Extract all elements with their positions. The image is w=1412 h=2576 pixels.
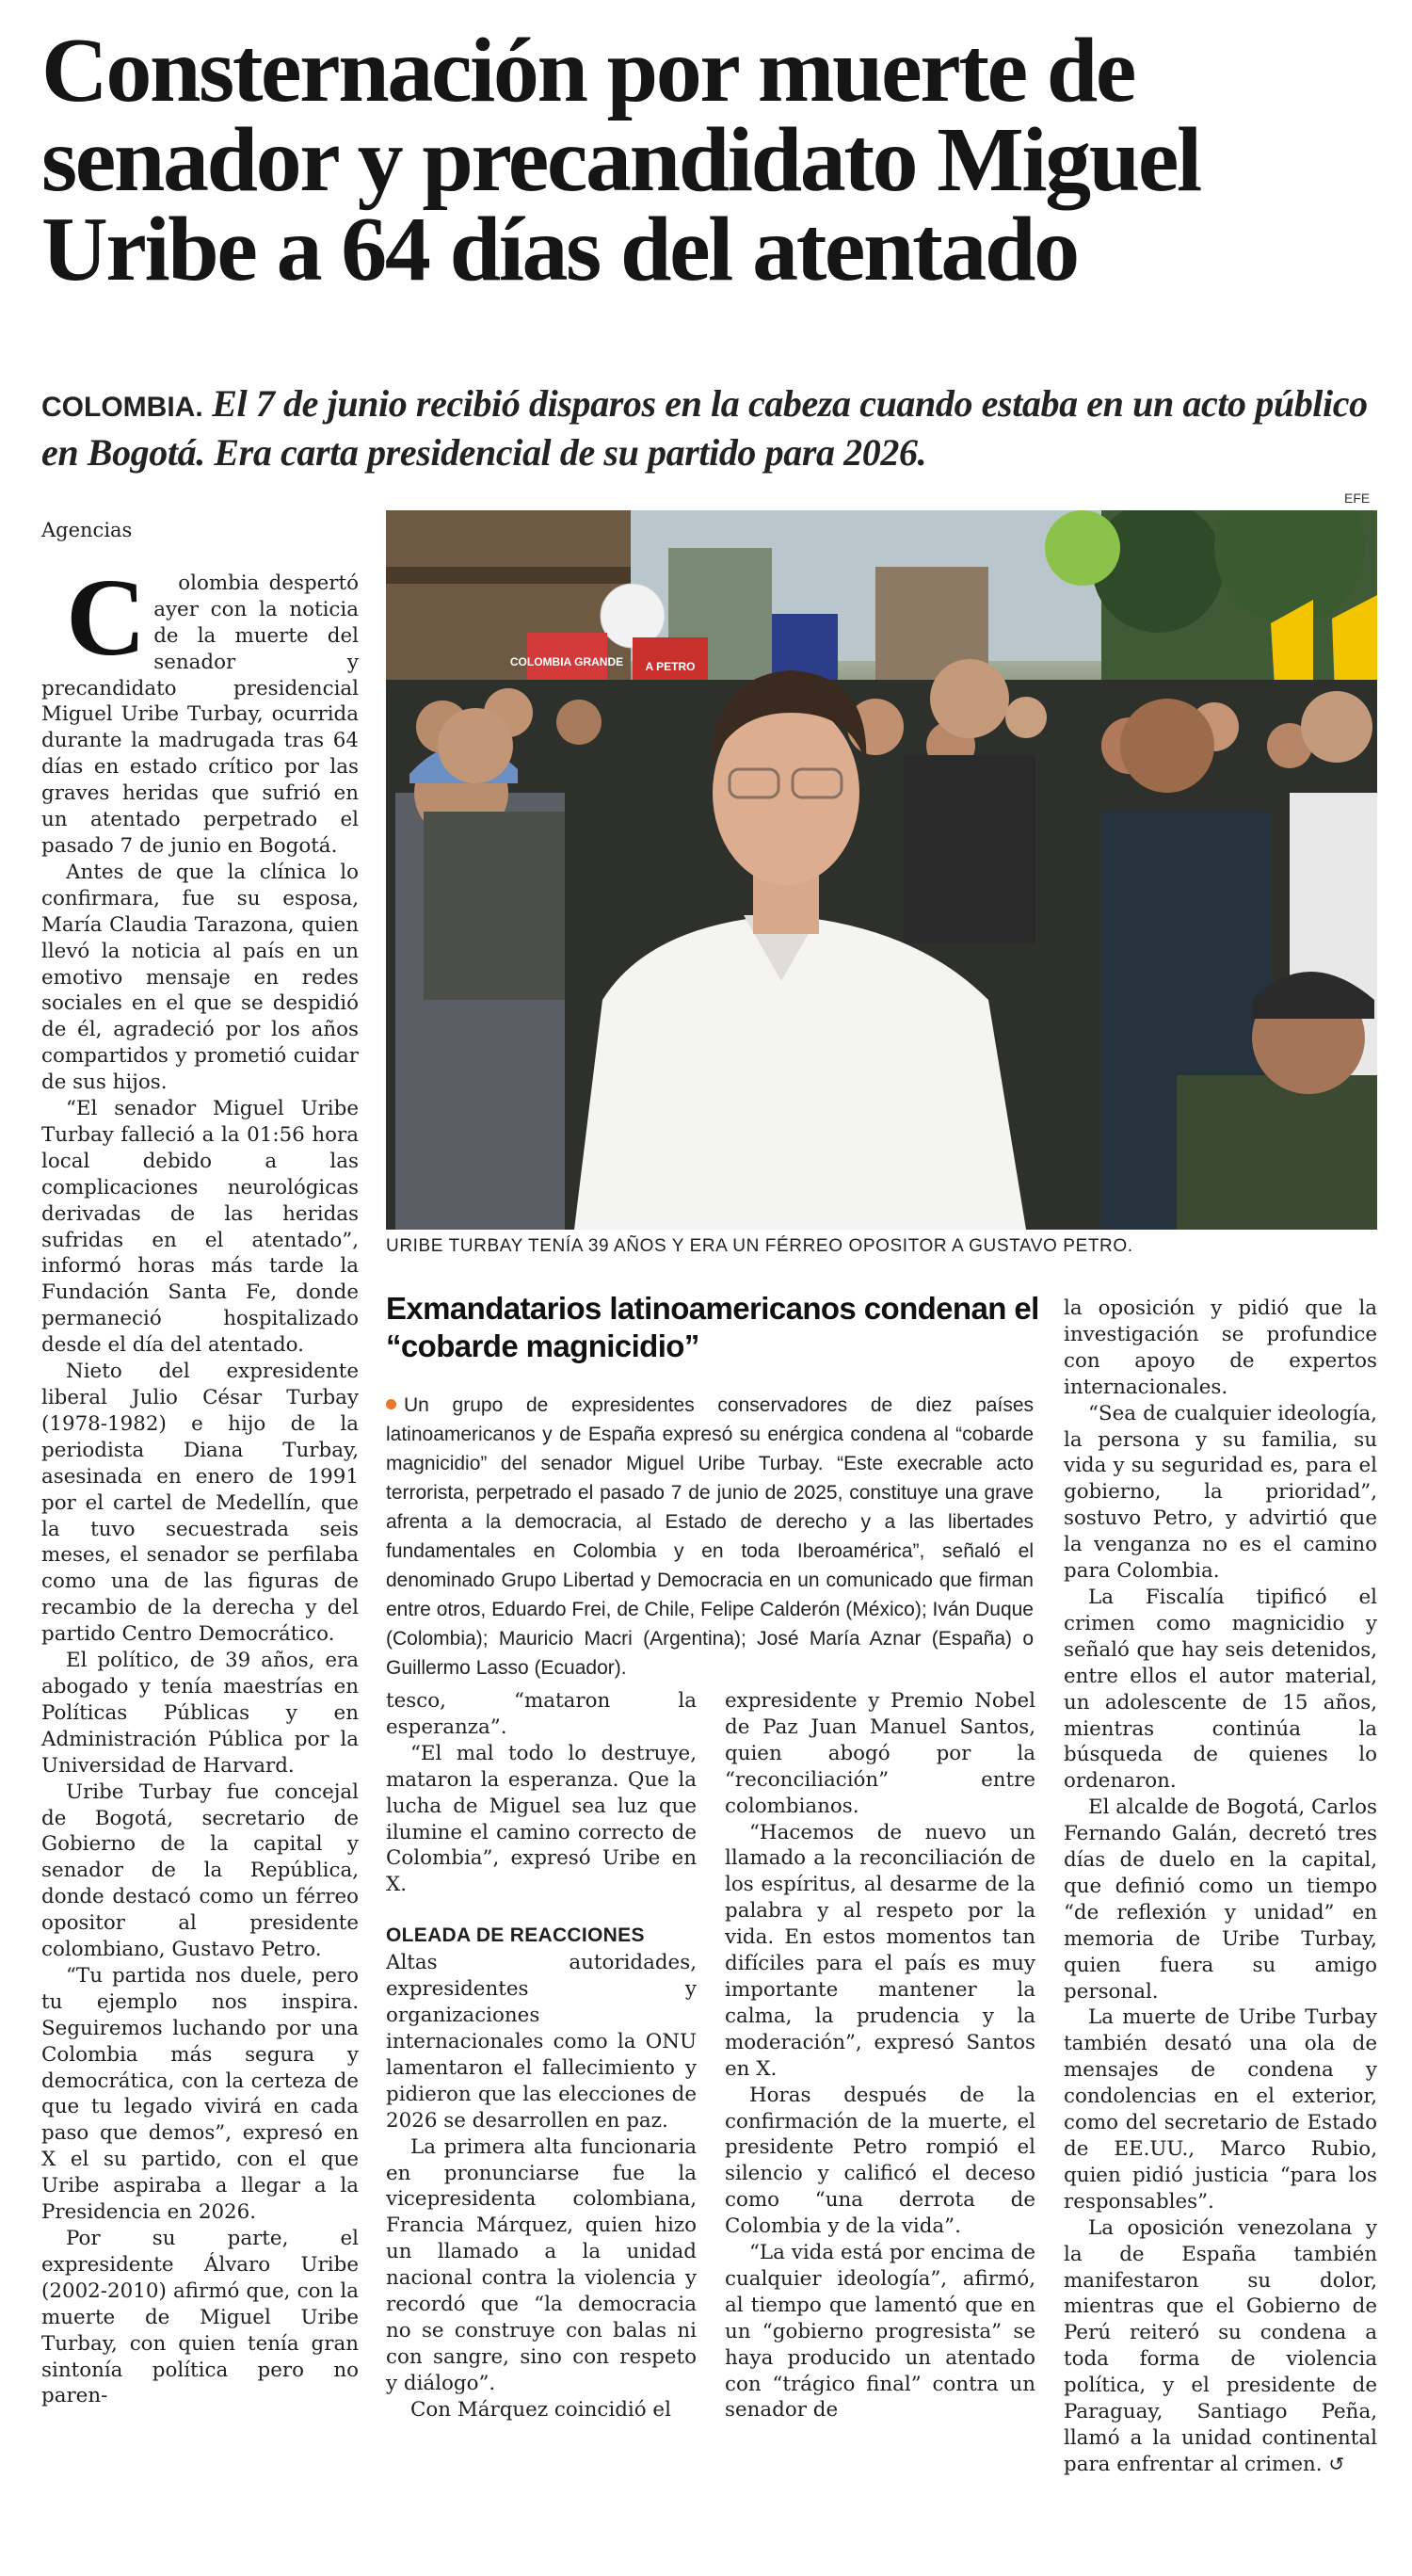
deck — [41, 381, 1369, 475]
sidebar-headline: Exmandatarios latinoamericanos condenan el “cobarde magnicidio” — [386, 1291, 1039, 1363]
end-mark-icon: ↺ — [1328, 2452, 1345, 2475]
photo-credit: EFE — [1344, 491, 1371, 506]
paragraph — [1064, 2215, 1377, 2478]
paragraph: Por su parte, el expresidente Álvaro Uribe (2002-2010) afirmó que, con la muerte de Miguel Uribe Turbay, con quien tenía gran sintonía política pero no paren- — [41, 2227, 359, 2408]
byline: Agencias — [41, 519, 133, 541]
paragraph: tesco, “mataron la esperanza”. — [386, 1689, 697, 1739]
news-photo — [386, 510, 1377, 1230]
paragraph: Nieto del expresidente liberal Julio César Turbay (1978-1982) e hijo de la periodista Diana Turbay, asesinada en enero de 1991 por el cartel de Medellín, que la tuvo secuestrada seis meses, el senador se perfilaba como una de las figuras de recambio de la derecha y del partido Centro Democrático. — [41, 1360, 359, 1647]
paragraph: “Sea de cualquier ideología, la persona y su familia, su vida y su seguridad es, para el gobierno, la prioridad”, sostuvo Petro, y advirtió que la venganza no es el camino para Colombia. — [1064, 1401, 1377, 1584]
column-2 — [386, 1688, 697, 2423]
paragraph-text: La oposición venezolana y la de España también manifestaron su dolor, mientras que el Gobierno de Perú reiteró su condena a toda forma de violencia política, y el presidente de Paraguay, Santiago Peña, llamó a la unidad continental para enfrentar al crimen. — [1064, 2215, 1377, 2476]
paragraph: “El senador Miguel Uribe Turbay falleció a la 01:56 hora local debido a las complicaciones neurológicas derivadas de las heridas sufridas en el atentado”, informó horas más tarde la Fundación Santa Fe, donde permaneció hospitalizado desde el día del atentado. — [41, 1097, 359, 1358]
column-3 — [725, 1688, 1035, 2423]
paragraph: expresidente y Premio Nobel de Paz Juan Manuel Santos, quien abogó por la “reconciliación” entre colombianos. — [725, 1689, 1035, 1818]
sign-text-2: A PETRO — [645, 660, 696, 673]
sidebar-text — [386, 1391, 1034, 1682]
paragraph: “La vida está por encima de cualquier ideología”, afirmó, al tiempo que lamentó que en un “gobierno progresista” se haya producido un atentado con “trágico final” contra un senador de — [725, 2241, 1035, 2423]
paragraph: La Fiscalía tipificó el crimen como magnicidio y señaló que hay seis detenidos, entre ellos el autor material, un adolescente de 15 años, mientras continúa la búsqueda de quienes lo ordenaron. — [1064, 1585, 1377, 1794]
paragraph: Horas después de la confirmación de la muerte, el presidente Petro rompió el silencio y calificó el deceso como “una derrota de Colombia y de la vida”. — [725, 2083, 1035, 2239]
paragraph: La muerte de Uribe Turbay también desató una ola de mensajes de condena y condolencias en el exterior, como del secretario de Estado de EE.UU., Marco Rubio, quien pidió justicia “para los responsables”. — [1064, 2005, 1377, 2214]
sign-text-1: COLOMBIA GRANDE — [509, 655, 624, 668]
paragraph: Uribe Turbay fue concejal de Bogotá, secretario de Gobierno de la capital y senador de la República, donde destacó como un férreo opositor al presidente colombiano, Gustavo Petro. — [41, 1779, 359, 1962]
column-1 — [41, 518, 359, 2409]
paragraph: la oposición y pidió que la investigación se profundice con apoyo de expertos internacionales. — [1064, 1296, 1377, 1399]
paragraph: “Tu partida nos duele, pero tu ejemplo nos inspira. Seguiremos luchando por una Colombia más segura y democrática, con la certeza de que tu legado vivirá en cada paso que demos”, expresó en X el su partido, con el que Uribe aspiraba a llegar a la Presidencia en 2026. — [41, 1963, 359, 2225]
paragraph: “El mal todo lo destruye, mataron la esperanza. Que la lucha de Miguel sea luz que ilumine el camino correcto de Colombia”, expresó Uribe en X. — [386, 1741, 697, 1897]
section-subhead: OLEADA DE REACCIONES — [386, 1924, 645, 1947]
paragraph: Altas autoridades, expresidentes y organizaciones internacionales como la ONU lamentaron el fallecimiento y pidieron que las elecciones de 2026 se desarrollen en paz. — [386, 1951, 697, 2133]
paragraph: Con Márquez coincidió el — [410, 2397, 671, 2422]
column-4 — [1064, 1296, 1377, 2478]
deck-text: El 7 de junio recibió disparos en la cabeza cuando estaba en un acto público en Bogotá. Era carta presidencial de su partido para 2026. — [41, 382, 1368, 474]
deck-tag: COLOMBIA. — [41, 392, 203, 423]
bullet-icon — [386, 1399, 396, 1409]
photo-caption: URIBE TURBAY TENÍA 39 AÑOS Y ERA UN FÉRREO OPOSITOR A GUSTAVO PETRO. — [386, 1236, 1133, 1256]
paragraph: “Hacemos de nuevo un llamado a la reconciliación de los espíritus, al desarme de la palabra y al respeto por la vida. En estos momentos tan difíciles para el país es muy importante mantener la calma, la prudencia y la moderación”, expresó Santos en X. — [725, 1820, 1035, 2081]
crowd-illustration — [386, 510, 1377, 1230]
headline: Consternación por muerte de senador y precandidato Miguel Uribe a 64 días del atentado — [41, 20, 1200, 300]
paragraph: Colombia despertó ayer con la noticia de la muerte del senador y precandidato presidencial Miguel Uribe Turbay, ocurrida durante la madrugada tras 64 días en estado crítico por las graves heridas que sufrió en un atentado perpetrado el pasado 7 de junio en Bogotá. — [41, 555, 359, 858]
paragraph: Antes de que la clínica lo confirmara, fue su esposa, María Claudia Tarazona, quien llevó la noticia al país en un emotivo mensaje en redes sociales en el que se despidió de él, agradeció por los años compartidos y prometió cuidar de sus hijos. — [41, 860, 359, 1095]
paragraph: El político, de 39 años, era abogado y tenía maestrías en Políticas Públicas y en Administración Pública por la Universidad de Harvard. — [41, 1649, 359, 1778]
paragraph: La primera alta funcionaria en pronunciarse fue la vicepresidenta colombiana, Francia Márquez, quien hizo un llamado a la unidad nacional contra la violencia y recordó que “la democracia no se construye con balas ni con sangre, sino con respeto y diálogo”. — [386, 2134, 697, 2395]
paragraph: El alcalde de Bogotá, Carlos Fernando Galán, decretó tres días de duelo en la capital, que definió como un tiempo “de reflexión y unidad” en memoria de Uribe Turbay, quien fuera su amigo personal. — [1064, 1795, 1377, 2004]
sidebar-text-body: Un grupo de expresidentes conservadores de diez países latinoamericanos y de España expresó su enérgica condena al “cobarde magnicidio” del senador Miguel Uribe Turbay. “Este execrable acto terrorista, perpetrado el pasado 7 de junio de 2025, constituye una grave afrenta a la democracia, al Estado de derecho y a las libertades fundamentales en Colombia y en toda Iberoamérica”, señaló el denominado Grupo Libertad y Democracia en un comunicado que firman entre otros, Eduardo Frei, de Chile, Felipe Calderón (México); Iván Duque (Colombia); Mauricio Macri (Argentina); José María Aznar (España) o Guillermo Lasso (Ecuador). — [386, 1394, 1034, 1679]
